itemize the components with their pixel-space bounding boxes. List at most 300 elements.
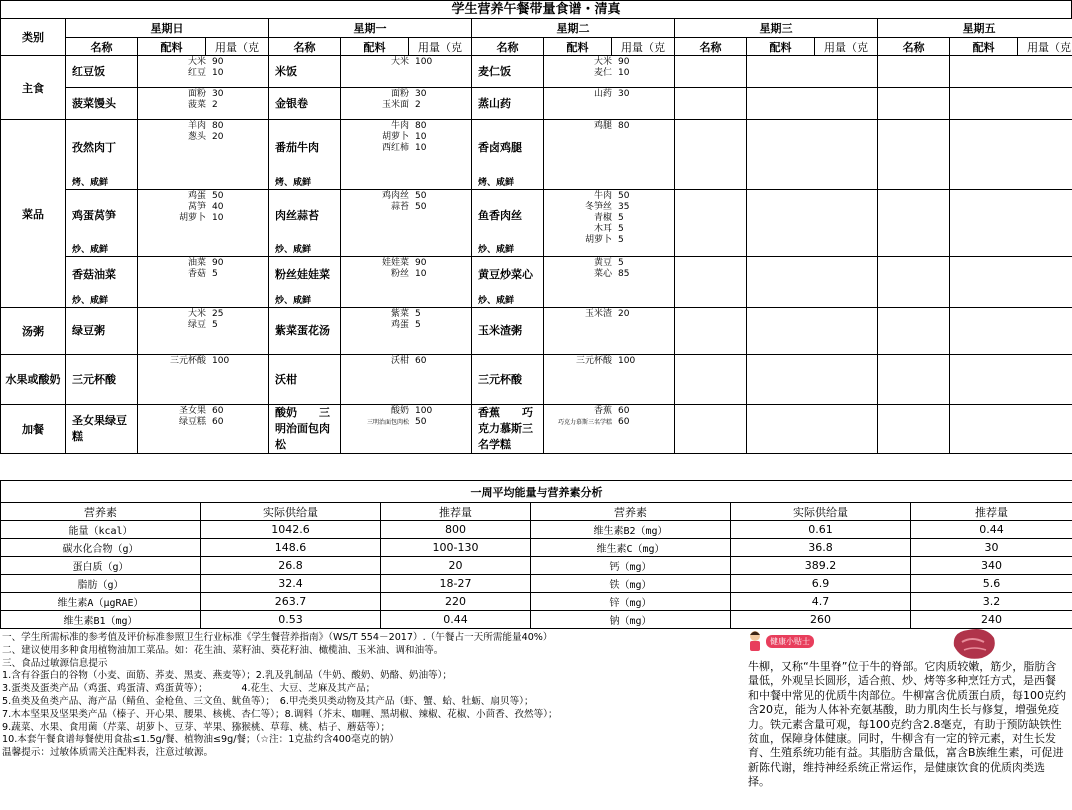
ingredients-cell <box>747 405 878 454</box>
category-dishes: 菜品 <box>1 120 66 308</box>
note-line: 3.蛋类及蛋类产品（鸡蛋、鸡蛋清、鸡蛋黄等）； 4.花生、大豆、芝麻及其产品； <box>2 683 376 695</box>
ingredient-amount: 30 <box>415 89 427 99</box>
ingredient-name: 大米 <box>391 57 410 67</box>
note-line: 一、学生所需标准的参考值及评价标准参照卫生行业标准《学生餐营养指南》（WS/T 554－2017）.（午餐占一天所需能量40%） <box>2 632 553 643</box>
ingredient-name: 牛肉 <box>594 191 613 201</box>
dish-name-cell <box>66 355 138 405</box>
category-soup: 汤粥 <box>1 308 66 355</box>
ingredient-amount: 5 <box>618 235 624 245</box>
ingredient-amount: 85 <box>618 269 630 279</box>
nutrition-cell: 0.44 <box>911 521 1072 539</box>
health-tip-label: 健康小贴士 <box>766 635 814 648</box>
ingredients-cell <box>950 120 1072 190</box>
ingredient-name: 木耳 <box>594 224 613 234</box>
note-line: 三、食品过敏源信息提示 <box>2 657 108 669</box>
ingredient-row <box>544 258 674 269</box>
column-header-ingredient: 配料 <box>341 38 409 56</box>
menu-table <box>0 18 1072 454</box>
nutrition-cell: 260 <box>731 611 911 629</box>
nutrition-table <box>0 480 1072 629</box>
ingredients-cell <box>950 405 1072 454</box>
dish-name-cell <box>675 190 747 257</box>
ingredient-row <box>341 132 471 143</box>
column-header-name: 名称 <box>472 38 544 56</box>
dish-name-cell <box>675 56 747 88</box>
ingredients-cell <box>138 405 269 454</box>
ingredient-amount: 60 <box>415 356 427 366</box>
nutrition-cell: 维生素B2（mg） <box>531 521 731 539</box>
ingredient-name: 冬笋丝 <box>585 202 613 212</box>
dish-name-cell <box>878 88 950 120</box>
nutrition-cell: 30 <box>911 539 1072 557</box>
nutrition-header: 营养素 <box>531 503 731 521</box>
ingredient-name: 香菇 <box>187 269 206 279</box>
ingredient-amount: 2 <box>415 100 421 110</box>
nutrition-cell: 钙（mg） <box>531 557 731 575</box>
nutrition-cell: 铁（mg） <box>531 575 731 593</box>
dish-name: 孜然肉丁 <box>72 140 116 154</box>
cooking-method: 烤、咸鲜 <box>478 178 515 188</box>
nutrition-cell: 263.7 <box>201 593 381 611</box>
column-header-name: 名称 <box>269 38 341 56</box>
column-header-amount: 用量（克 <box>612 38 675 56</box>
ingredient-name: 胡萝卜 <box>382 132 410 142</box>
nutrition-cell: 389.2 <box>731 557 911 575</box>
ingredients-cell <box>950 56 1072 88</box>
dish-name-cell <box>472 190 544 257</box>
ingredients-cell <box>950 88 1072 120</box>
ingredients-cell <box>544 257 675 308</box>
ingredient-name: 大米 <box>187 57 206 67</box>
ingredient-row <box>544 191 674 202</box>
category-header: 类别 <box>1 19 66 56</box>
ingredient-row <box>544 121 674 132</box>
dish-name-cell <box>878 308 950 355</box>
ingredient-name: 巧克力慕斯三名学糕 <box>558 419 613 426</box>
ingredient-amount: 5 <box>618 258 624 268</box>
ingredients-cell <box>747 308 878 355</box>
nutrition-row <box>1 611 1072 629</box>
ingredient-amount: 100 <box>618 356 636 366</box>
dish-name-cell <box>878 56 950 88</box>
ingredient-name: 面粉 <box>187 89 206 99</box>
ingredients-cell <box>747 120 878 190</box>
nutrition-row <box>1 557 1072 575</box>
ingredients-cell <box>138 308 269 355</box>
ingredient-amount: 10 <box>212 213 224 223</box>
ingredient-row <box>544 235 674 246</box>
ingredient-row <box>341 417 471 428</box>
ingredient-amount: 100 <box>212 356 230 366</box>
dish-name-cell <box>878 190 950 257</box>
ingredient-name: 大米 <box>594 57 613 67</box>
dish-name-cell <box>269 355 341 405</box>
ingredient-row <box>341 143 471 154</box>
ingredient-row <box>544 269 674 280</box>
nutrition-cell: 0.61 <box>731 521 911 539</box>
ingredient-row <box>544 309 674 320</box>
dish-name: 金银卷 <box>275 96 309 110</box>
ingredients-cell <box>747 190 878 257</box>
ingredient-name: 大米 <box>187 309 206 319</box>
ingredient-amount: 50 <box>415 191 427 201</box>
ingredients-cell <box>747 355 878 405</box>
ingredient-name: 牛肉 <box>391 121 410 131</box>
ingredients-cell <box>138 88 269 120</box>
ingredient-name: 鸡蛋 <box>391 320 410 330</box>
ingredient-amount: 10 <box>212 68 224 78</box>
dish-name-cell <box>269 257 341 308</box>
ingredients-cell <box>341 190 472 257</box>
ingredient-row <box>138 89 268 100</box>
nutrition-header: 推荐量 <box>381 503 531 521</box>
ingredient-row <box>138 191 268 202</box>
nutrition-cell: 能量（kcal） <box>1 521 201 539</box>
nutrition-cell: 148.6 <box>201 539 381 557</box>
ingredient-amount: 5 <box>415 320 421 330</box>
dish-name-cell <box>269 56 341 88</box>
ingredient-name: 蒜苔 <box>391 202 410 212</box>
ingredients-cell <box>950 308 1072 355</box>
dish-name-cell <box>472 308 544 355</box>
ingredient-amount: 10 <box>618 68 630 78</box>
nutrition-cell: 0.44 <box>381 611 531 629</box>
dish-name-cell <box>878 257 950 308</box>
ingredient-name: 莴笋 <box>187 202 206 212</box>
beef-icon <box>948 624 1000 664</box>
ingredients-cell <box>341 257 472 308</box>
day-header: 星期一 <box>269 19 472 38</box>
dish-name-cell <box>66 405 138 454</box>
ingredient-name: 油菜 <box>187 258 206 268</box>
ingredients-cell <box>950 190 1072 257</box>
dish-name: 米饭 <box>275 64 298 78</box>
dish-name-cell <box>269 308 341 355</box>
ingredient-row <box>138 100 268 111</box>
ingredient-name: 菠菜 <box>187 100 206 110</box>
dish-name: 绿豆粥 <box>72 324 105 337</box>
ingredient-name: 红豆 <box>187 68 206 78</box>
ingredient-row <box>341 406 471 417</box>
dish-name-cell <box>66 257 138 308</box>
ingredient-row <box>138 406 268 417</box>
ingredient-amount: 20 <box>212 132 224 142</box>
ingredient-amount: 30 <box>212 89 224 99</box>
ingredient-row <box>138 309 268 320</box>
ingredient-amount: 5 <box>415 309 421 319</box>
category-fruit: 水果或酸奶 <box>1 355 66 405</box>
ingredients-cell <box>341 405 472 454</box>
ingredient-name: 青椒 <box>594 213 613 223</box>
ingredient-amount: 35 <box>618 202 630 212</box>
ingredients-cell <box>544 308 675 355</box>
ingredient-row <box>544 89 674 100</box>
dish-name: 鱼香肉丝 <box>478 209 523 222</box>
nutrition-row <box>1 521 1072 539</box>
ingredient-amount: 90 <box>618 57 630 67</box>
note-line: 7.木本坚果及坚果类产品（榛子、开心果、腰果、核桃、杏仁等）；8.调料（芥末、咖喱、黑胡椒、辣椒、花椒、小茴香、孜然等）； <box>2 708 558 720</box>
cooking-method: 炒、咸鲜 <box>275 296 312 306</box>
ingredient-amount: 25 <box>212 309 224 319</box>
dish-name-cell <box>675 120 747 190</box>
day-header: 星期日 <box>66 19 269 38</box>
ingredient-amount: 60 <box>212 417 224 427</box>
dish-name-cell <box>472 355 544 405</box>
category-snack: 加餐 <box>1 405 66 454</box>
dish-name-cell <box>878 120 950 190</box>
nutrition-row <box>1 575 1072 593</box>
ingredient-name: 三元杯酸 <box>169 356 206 366</box>
nutrition-cell: 1042.6 <box>201 521 381 539</box>
dish-name-cell <box>675 257 747 308</box>
ingredient-amount: 2 <box>212 100 218 110</box>
dish-name-cell <box>675 355 747 405</box>
ingredients-cell <box>341 120 472 190</box>
ingredients-cell <box>544 405 675 454</box>
ingredient-name: 酸奶 <box>391 406 410 416</box>
ingredient-name: 紫菜 <box>391 309 410 319</box>
dish-name: 酸奶 三明治面包肉松 <box>275 406 331 451</box>
ingredients-cell <box>950 355 1072 405</box>
ingredient-name: 葱头 <box>187 132 206 142</box>
note-line: 二、建议使用多种食用植物油加工菜品。如：花生油、菜籽油、葵花籽油、橄榄油、玉米油、调和油等。 <box>2 644 444 656</box>
dish-name: 麦仁饭 <box>478 64 512 78</box>
ingredients-cell <box>341 308 472 355</box>
ingredient-name: 胡萝卜 <box>585 235 613 245</box>
nutrition-header: 营养素 <box>1 503 201 521</box>
dish-name: 菠菜馒头 <box>72 96 116 110</box>
ingredient-amount: 40 <box>212 202 224 212</box>
ingredient-amount: 60 <box>212 406 224 416</box>
ingredient-amount: 50 <box>212 191 224 201</box>
dish-name: 蒸山药 <box>478 96 512 110</box>
ingredient-row <box>341 202 471 213</box>
ingredient-amount: 90 <box>212 57 224 67</box>
nutrition-cell: 钠（mg） <box>531 611 731 629</box>
ingredient-amount: 100 <box>415 406 433 416</box>
ingredient-name: 圣女果 <box>178 406 206 416</box>
column-header-amount: 用量（克 <box>1018 38 1072 56</box>
ingredient-amount: 5 <box>618 213 624 223</box>
ingredients-cell <box>747 88 878 120</box>
ingredients-cell <box>341 355 472 405</box>
ingredient-row <box>341 356 471 367</box>
ingredient-amount: 80 <box>212 121 224 131</box>
ingredient-name: 西红柿 <box>382 143 410 153</box>
ingredient-row <box>138 356 268 367</box>
nutrition-header: 推荐量 <box>911 503 1072 521</box>
nutrition-cell: 36.8 <box>731 539 911 557</box>
ingredient-amount: 80 <box>415 121 427 131</box>
note-line: 5.鱼类及鱼类产品、海产品（鲭鱼、金枪鱼、三文鱼、鱿鱼等）； 6.甲壳类贝类动物及其产品（虾、蟹、蛤、牡蛎、扇贝等）； <box>2 695 534 707</box>
ingredient-name: 胡萝卜 <box>178 213 206 223</box>
day-header: 星期二 <box>472 19 675 38</box>
nutrition-cell: 4.7 <box>731 593 911 611</box>
nutrition-header: 实际供给量 <box>201 503 381 521</box>
ingredients-cell <box>138 120 269 190</box>
ingredients-cell <box>747 56 878 88</box>
dish-name: 紫菜蛋花汤 <box>275 324 331 337</box>
ingredient-row <box>138 121 268 132</box>
ingredient-row <box>138 269 268 280</box>
nutrition-cell: 锌（mg） <box>531 593 731 611</box>
nutrition-cell: 维生素B1（mg） <box>1 611 201 629</box>
category-staple: 主食 <box>1 56 66 120</box>
notes-section <box>2 632 732 760</box>
ingredient-row <box>138 68 268 79</box>
cooking-method: 烤、咸鲜 <box>72 178 109 188</box>
dish-name: 黄豆炒菜心 <box>478 268 534 281</box>
dish-name-cell <box>66 56 138 88</box>
column-header-ingredient: 配料 <box>950 38 1018 56</box>
dish-name-cell <box>472 56 544 88</box>
dish-name-cell <box>878 405 950 454</box>
ingredient-row <box>341 309 471 320</box>
note-line: 9.蔬菜、水果、食用菌（芹菜、胡萝卜、豆芽、苹果、猕猴桃、草莓、桃、桔子、蘑菇等）； <box>2 721 391 733</box>
cooking-method: 烤、咸鲜 <box>275 178 312 188</box>
ingredient-amount: 20 <box>618 309 630 319</box>
nutrition-cell: 240 <box>911 611 1072 629</box>
dish-name: 肉丝蒜苔 <box>275 209 320 222</box>
ingredient-row <box>544 406 674 417</box>
nutrition-title: 一周平均能量与营养素分析 <box>1 481 1072 503</box>
dish-name-cell <box>878 355 950 405</box>
nutrition-cell: 蛋白质（g） <box>1 557 201 575</box>
ingredient-row <box>138 320 268 331</box>
ingredient-amount: 10 <box>415 143 427 153</box>
ingredients-cell <box>950 257 1072 308</box>
note-line: 温馨提示：过敏体质需关注配料表，注意过敏源。 <box>2 747 214 759</box>
dish-name-cell <box>66 88 138 120</box>
ingredient-row <box>138 132 268 143</box>
page-title: 学生营养午餐带量食谱・清真 <box>0 0 1072 19</box>
dish-name: 圣女果绿豆糕 <box>72 414 127 443</box>
dish-name-cell <box>66 308 138 355</box>
ingredients-cell <box>544 88 675 120</box>
column-header-amount: 用量（克 <box>815 38 878 56</box>
dish-name: 香菇油菜 <box>72 268 116 281</box>
column-header-amount: 用量（克 <box>409 38 472 56</box>
nutrition-cell: 220 <box>381 593 531 611</box>
nutrition-cell: 26.8 <box>201 557 381 575</box>
ingredient-name: 玉米渣 <box>585 309 613 319</box>
ingredient-name: 绿豆糕 <box>178 417 206 427</box>
nutrition-cell: 6.9 <box>731 575 911 593</box>
column-header-ingredient: 配料 <box>544 38 612 56</box>
nutrition-cell: 20 <box>381 557 531 575</box>
ingredient-row <box>341 57 471 68</box>
dish-name-cell <box>66 120 138 190</box>
cooking-method: 炒、咸鲜 <box>478 296 515 306</box>
ingredient-amount: 5 <box>618 224 624 234</box>
column-header-name: 名称 <box>878 38 950 56</box>
dish-name-cell <box>66 190 138 257</box>
dish-name-cell <box>675 308 747 355</box>
ingredient-name: 粉丝 <box>391 269 410 279</box>
ingredient-amount: 50 <box>415 202 427 212</box>
ingredient-name: 山药 <box>594 89 613 99</box>
ingredient-name: 三元杯酸 <box>576 356 613 366</box>
nutrition-cell: 碳水化合物（g） <box>1 539 201 557</box>
ingredient-amount: 50 <box>415 417 427 427</box>
ingredient-name: 菜心 <box>594 269 613 279</box>
ingredient-row <box>544 213 674 224</box>
ingredient-amount: 60 <box>618 417 630 427</box>
ingredient-row <box>544 57 674 68</box>
nutrition-cell: 32.4 <box>201 575 381 593</box>
nutrition-cell: 5.6 <box>911 575 1072 593</box>
dish-name-cell <box>269 120 341 190</box>
dish-name-cell <box>472 405 544 454</box>
dish-name: 香卤鸡腿 <box>478 140 523 154</box>
dish-name-cell <box>472 120 544 190</box>
ingredient-amount: 5 <box>212 269 218 279</box>
ingredients-cell <box>544 120 675 190</box>
dish-name-cell <box>269 190 341 257</box>
ingredients-cell <box>544 56 675 88</box>
ingredient-name: 绿豆 <box>187 320 206 330</box>
dish-name-cell <box>675 88 747 120</box>
ingredients-cell <box>341 88 472 120</box>
day-header: 星期三 <box>675 19 878 38</box>
dish-name: 沃柑 <box>275 372 298 386</box>
nutrition-cell: 脂肪（g） <box>1 575 201 593</box>
ingredient-row <box>138 57 268 68</box>
health-tip-text: 牛柳，又称“牛里脊”位于牛的脊部。它肉质较嫩，筋少，脂肪含量低，外观呈长圆形，适合煎、炒、烤等多种烹饪方式，是西餐和中餐中常见的优质牛肉部位。牛柳富含优质蛋白质，每100克约含20克，能为人体补充氨基酸，助力肌肉生长与修复，增强免疫力。铁元素含量可观，每100克约含2.8毫克，有助于预防缺铁性贫血，保障身体健康。同时，牛柳含有一定的锌元素，对生长发育、生殖系统功能有益。其脂肪含量低，富含B族维生素，可促进新陈代谢，维持神经系统正常运作，是健康饮食的优质肉类选择。 <box>748 660 1066 789</box>
dish-name: 粉丝娃娃菜 <box>275 268 331 281</box>
ingredient-row <box>138 417 268 428</box>
ingredient-row <box>544 202 674 213</box>
health-tip-logo <box>748 630 814 652</box>
dish-name: 三元杯酸 <box>72 372 116 386</box>
ingredient-name: 鸡腿 <box>594 121 613 131</box>
day-header: 星期五 <box>878 19 1072 38</box>
ingredients-cell <box>138 355 269 405</box>
column-header-name: 名称 <box>66 38 138 56</box>
nutrition-cell: 800 <box>381 521 531 539</box>
ingredient-amount: 50 <box>618 191 630 201</box>
ingredient-name: 羊肉 <box>187 121 206 131</box>
ingredient-amount: 5 <box>212 320 218 330</box>
nutrition-cell: 100-130 <box>381 539 531 557</box>
ingredient-row <box>544 356 674 367</box>
ingredient-row <box>544 224 674 235</box>
ingredient-row <box>544 68 674 79</box>
nutrition-cell: 0.53 <box>201 611 381 629</box>
dish-name-cell <box>269 405 341 454</box>
ingredient-amount: 60 <box>618 406 630 416</box>
cooking-method: 炒、咸鲜 <box>275 245 312 255</box>
column-header-amount: 用量（克 <box>206 38 269 56</box>
dish-name-cell <box>269 88 341 120</box>
child-icon <box>748 630 762 652</box>
ingredient-amount: 10 <box>415 269 427 279</box>
ingredient-name: 麦仁 <box>594 68 613 78</box>
ingredients-cell <box>544 355 675 405</box>
dish-name: 玉米渣粥 <box>478 324 523 337</box>
ingredient-name: 玉米面 <box>382 100 410 110</box>
column-header-ingredient: 配料 <box>747 38 815 56</box>
ingredient-name: 沃柑 <box>391 356 410 366</box>
ingredient-amount: 90 <box>212 258 224 268</box>
nutrition-row <box>1 593 1072 611</box>
ingredient-amount: 90 <box>415 258 427 268</box>
ingredients-cell <box>138 56 269 88</box>
dish-name: 番茄牛肉 <box>275 140 320 154</box>
ingredients-cell <box>747 257 878 308</box>
ingredient-name: 面粉 <box>391 89 410 99</box>
ingredients-cell <box>138 190 269 257</box>
